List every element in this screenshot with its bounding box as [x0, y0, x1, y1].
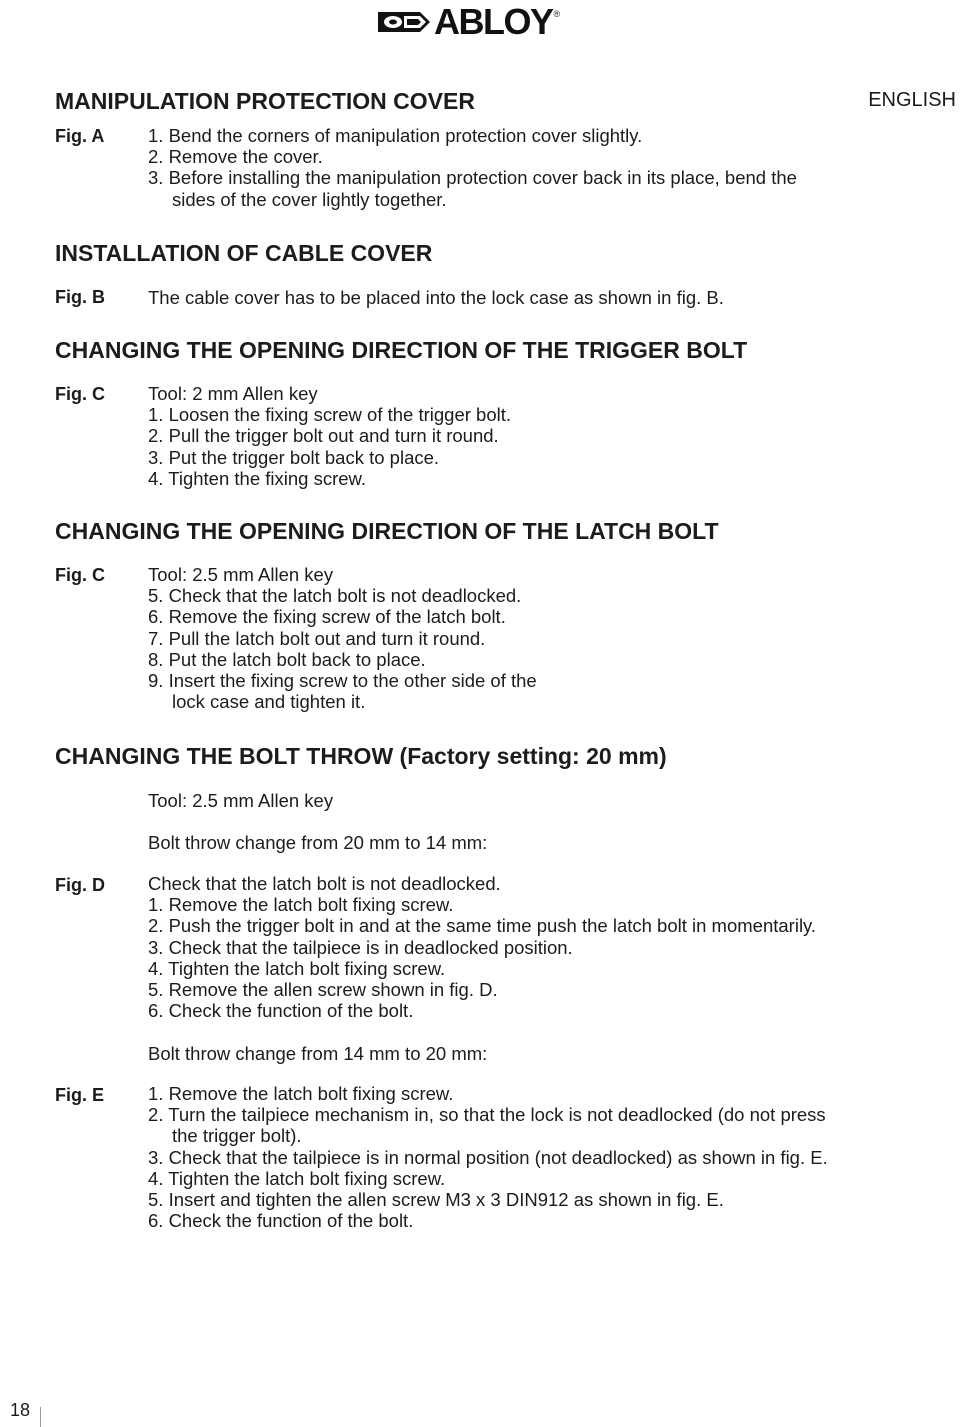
step-line: 5. Check that the latch bolt is not deadlocked. — [148, 585, 522, 607]
fig-label-d: Fig. D — [55, 875, 105, 895]
step-line: Check that the latch bolt is not deadlocked. — [148, 873, 501, 894]
step-line: 4. Tighten the fixing screw. — [148, 467, 367, 489]
abloy-key-emblem-icon — [376, 6, 432, 38]
step-line: 2. Pull the trigger bolt out and turn it round. — [148, 425, 499, 447]
page-divider — [40, 1407, 41, 1427]
section-title-cable: INSTALLATION OF CABLE COVER — [55, 240, 433, 266]
registered-mark: ® — [553, 9, 561, 19]
step-line: 3. Check that the tailpiece is in normal position (not deadlocked) as shown in fig. E. — [148, 1146, 828, 1168]
step-line: 4. Tighten the latch bolt fixing screw. — [148, 1167, 446, 1189]
fig-label-b: Fig. B — [55, 287, 105, 307]
section-title-trigger: CHANGING THE OPENING DIRECTION OF THE TRIGGER BOLT — [55, 337, 748, 363]
step-line: 2. Push the trigger bolt in and at the same time push the latch bolt in momentarily. — [148, 915, 817, 937]
page-number: 18 — [10, 1400, 31, 1420]
latch-steps — [148, 564, 537, 712]
step-line: 9. Insert the fixing screw to the other side of the — [148, 670, 537, 692]
subheading-line: Bolt throw change from 14 mm to 20 mm: — [148, 1043, 488, 1064]
step-line: 7. Pull the latch bolt out and turn it round. — [148, 627, 486, 649]
language-label: ENGLISH — [868, 89, 956, 111]
section-title-manipulation: MANIPULATION PROTECTION COVER — [55, 88, 475, 114]
trigger-steps — [148, 383, 511, 489]
body-line: The cable cover has to be placed into the lock case as shown in fig. B. — [148, 287, 724, 308]
throw-change-20-14 — [148, 832, 487, 853]
fig-label-a: Fig. A — [55, 126, 105, 146]
throw-steps-d — [148, 873, 816, 1021]
step-line: 1. Remove the latch bolt fixing screw. — [148, 1083, 454, 1104]
step-line: 5. Remove the allen screw shown in fig. D. — [148, 979, 498, 1001]
step-line: 6. Check the function of the bolt. — [148, 1210, 414, 1232]
throw-tool — [148, 790, 333, 811]
brand-name: ABLOY — [434, 1, 553, 42]
step-line: sides of the cover lightly together. — [172, 188, 447, 210]
step-line: 3. Put the trigger bolt back to place. — [148, 446, 440, 468]
step-line: 1. Loosen the fixing screw of the trigger bolt. — [148, 404, 512, 426]
fig-label-c-latch: Fig. C — [55, 565, 105, 585]
step-line: 2. Turn the tailpiece mechanism in, so that the lock is not deadlocked (do not press — [148, 1104, 826, 1126]
step-line: 1. Remove the latch bolt fixing screw. — [148, 894, 454, 916]
step-line: 3. Check that the tailpiece is in deadlocked position. — [148, 936, 573, 958]
fig-label-c-trigger: Fig. C — [55, 384, 105, 404]
section-title-throw: CHANGING THE BOLT THROW (Factory setting: 20 mm) — [55, 743, 667, 769]
tool-line: Tool: 2.5 mm Allen key — [148, 790, 334, 811]
step-line: 1. Bend the corners of manipulation protection cover slightly. — [148, 125, 643, 146]
throw-steps-e — [148, 1083, 828, 1231]
step-line: 5. Insert and tighten the allen screw M3 x 3 DIN912 as shown in fig. E. — [148, 1189, 724, 1211]
step-line: 2. Remove the cover. — [148, 146, 323, 168]
step-line: 3. Before installing the manipulation protection cover back in its place, bend the — [148, 167, 797, 189]
abloy-logo — [376, 1, 561, 42]
step-line: 6. Check the function of the bolt. — [148, 1000, 414, 1022]
section-title-latch: CHANGING THE OPENING DIRECTION OF THE LATCH BOLT — [55, 518, 719, 544]
step-line: lock case and tighten it. — [172, 691, 366, 713]
tool-line: Tool: 2.5 mm Allen key — [148, 564, 334, 585]
step-line: the trigger bolt). — [172, 1125, 302, 1147]
fig-label-e: Fig. E — [55, 1085, 104, 1105]
throw-change-14-20 — [148, 1043, 487, 1064]
manipulation-steps — [148, 125, 797, 210]
subheading-line: Bolt throw change from 20 mm to 14 mm: — [148, 832, 488, 853]
cable-text — [148, 287, 724, 308]
step-line: 8. Put the latch bolt back to place. — [148, 648, 426, 670]
tool-line: Tool: 2 mm Allen key — [148, 383, 318, 404]
step-line: 6. Remove the fixing screw of the latch bolt. — [148, 606, 506, 628]
step-line: 4. Tighten the latch bolt fixing screw. — [148, 957, 446, 979]
